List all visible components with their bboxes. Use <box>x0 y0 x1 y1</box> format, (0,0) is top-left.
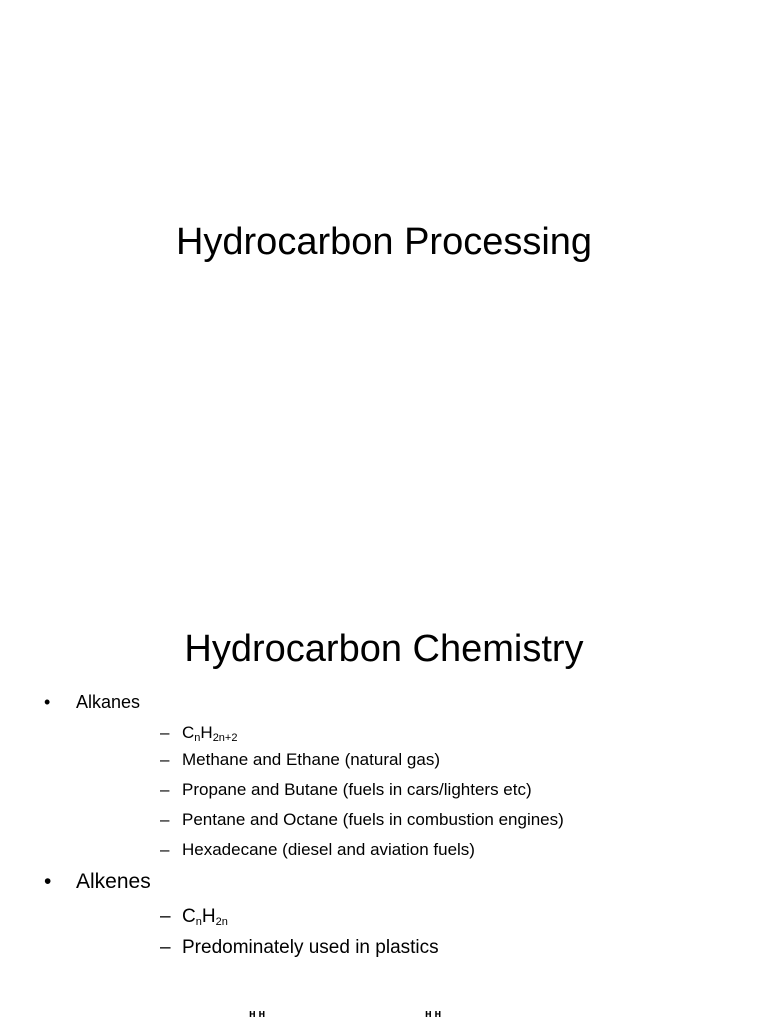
slide-title-chemistry: Hydrocarbon Chemistry <box>184 628 584 670</box>
bullet-alkenes <box>44 870 151 894</box>
bullet-icon: • <box>44 692 51 712</box>
bullet-label: Alkenes <box>76 870 151 893</box>
alkane-item: – Hexadecane (diesel and aviation fuels) <box>160 840 475 859</box>
dash-icon: – <box>160 780 170 799</box>
dash-icon: – <box>160 750 170 769</box>
dash-icon: – <box>160 906 171 927</box>
dash-icon: – <box>160 723 170 742</box>
dash-icon: – <box>160 937 171 958</box>
alkane-formula: – $C_nH_{2n+2}$ <box>160 723 238 744</box>
slide-title-processing: Hydrocarbon Processing <box>175 221 593 263</box>
bullet-icon: • <box>44 870 52 893</box>
bullet-label: Alkanes <box>76 692 141 712</box>
bullet-alkanes <box>44 690 140 714</box>
alkane-item: – Propane and Butane (fuels in cars/lighters etc) <box>160 780 532 799</box>
alkane-item: – Methane and Ethane (natural gas) <box>160 750 441 769</box>
molecule-fragment: H H <box>249 1010 266 1019</box>
alkene-item: – Predominately used in plastics <box>160 937 439 958</box>
dash-icon: – <box>160 840 170 859</box>
alkane-item: – Pentane and Octane (fuels in combustion engines) <box>160 810 564 829</box>
dash-icon: – <box>160 810 170 829</box>
alkene-formula: – $C_nH_{2n}$ <box>160 906 228 928</box>
molecule-fragment: H H <box>425 1010 442 1019</box>
